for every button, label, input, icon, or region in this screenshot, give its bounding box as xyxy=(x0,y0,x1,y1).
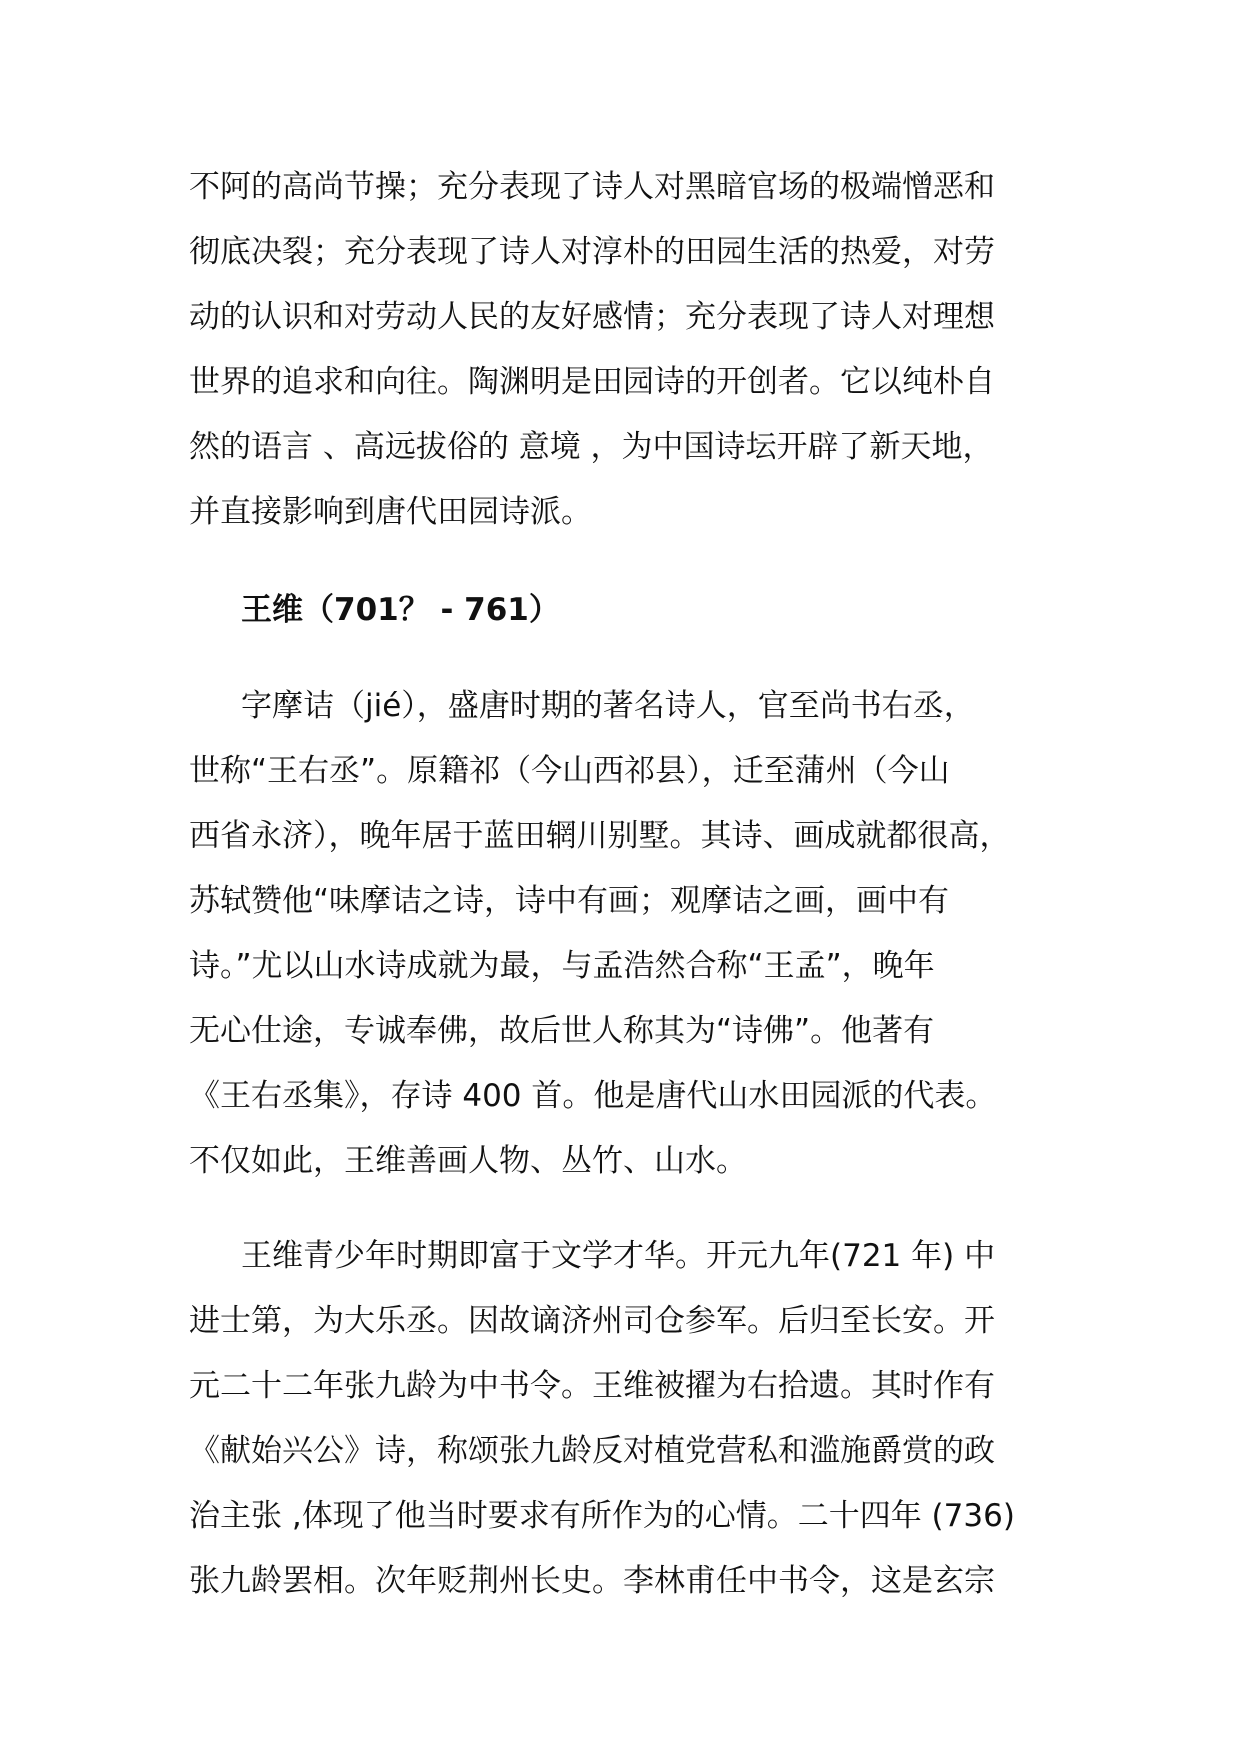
paragraph-line: 然的语言 、高远拔俗的 意境 ，为中国诗坛开辟了新天地， xyxy=(189,429,994,465)
paragraph-line: 西省永济），晚年居于蓝田辋川别墅。其诗、画成就都很高， xyxy=(189,818,1011,854)
paragraph-3 xyxy=(189,1224,1069,1614)
paragraph-line: 元二十二年张九龄为中书令。王维被擢为右拾遗。其时作有 xyxy=(189,1368,995,1404)
paragraph-line: 苏轼赞他“味摩诘之诗，诗中有画；观摩诘之画，画中有 xyxy=(189,883,950,919)
paragraph-line: 并直接影响到唐代田园诗派。 xyxy=(189,494,592,530)
paragraph-line: 诗。”尤以山水诗成就为最，与孟浩然合称“王孟”，晚年 xyxy=(189,948,935,984)
paragraph-line: 彻底决裂；充分表现了诗人对淳朴的田园生活的热爱，对劳 xyxy=(189,234,995,270)
paragraph-line: 治主张 ,体现了他当时要求有所作为的心情。二十四年 (736) xyxy=(189,1498,1015,1534)
paragraph-line: 动的认识和对劳动人民的友好感情；充分表现了诗人对理想 xyxy=(189,299,995,335)
paragraph-line: 世界的追求和向往。陶渊明是田园诗的开创者。它以纯朴自 xyxy=(189,364,995,400)
paragraph-line: 字摩诘（jié），盛唐时期的著名诗人，官至尚书右丞， xyxy=(241,688,975,724)
paragraph-2 xyxy=(189,674,1069,1194)
paragraph-line: 《献始兴公》诗，称颂张九龄反对植党营私和滥施爵赏的政 xyxy=(189,1433,995,1469)
paragraph-line: 王维青少年时期即富于文学才华。开元九年(721 年) 中 xyxy=(241,1238,996,1274)
paragraph-line: 《王右丞集》，存诗 400 首。他是唐代山水田园派的代表。 xyxy=(189,1078,997,1114)
paragraph-line: 无心仕途，专诚奉佛，故后世人称其为“诗佛”。他著有 xyxy=(189,1013,935,1049)
paragraph-line: 进士第，为大乐丞。因故谪济州司仓参军。后归至长安。开 xyxy=(189,1303,995,1339)
section-heading: 王维（701？ - 761） xyxy=(241,592,560,628)
paragraph-line: 不仅如此，王维善画人物、丛竹、山水。 xyxy=(189,1143,747,1179)
paragraph-line: 不阿的高尚节操；充分表现了诗人对黑暗官场的极端憎恶和 xyxy=(189,169,995,205)
paragraph-line: 张九龄罢相。次年贬荆州长史。李林甫任中书令，这是玄宗 xyxy=(189,1563,995,1599)
paragraph-1 xyxy=(189,155,1069,545)
paragraph-line: 世称“王右丞”。原籍祁（今山西祁县），迁至蒲州（今山 xyxy=(189,753,950,789)
